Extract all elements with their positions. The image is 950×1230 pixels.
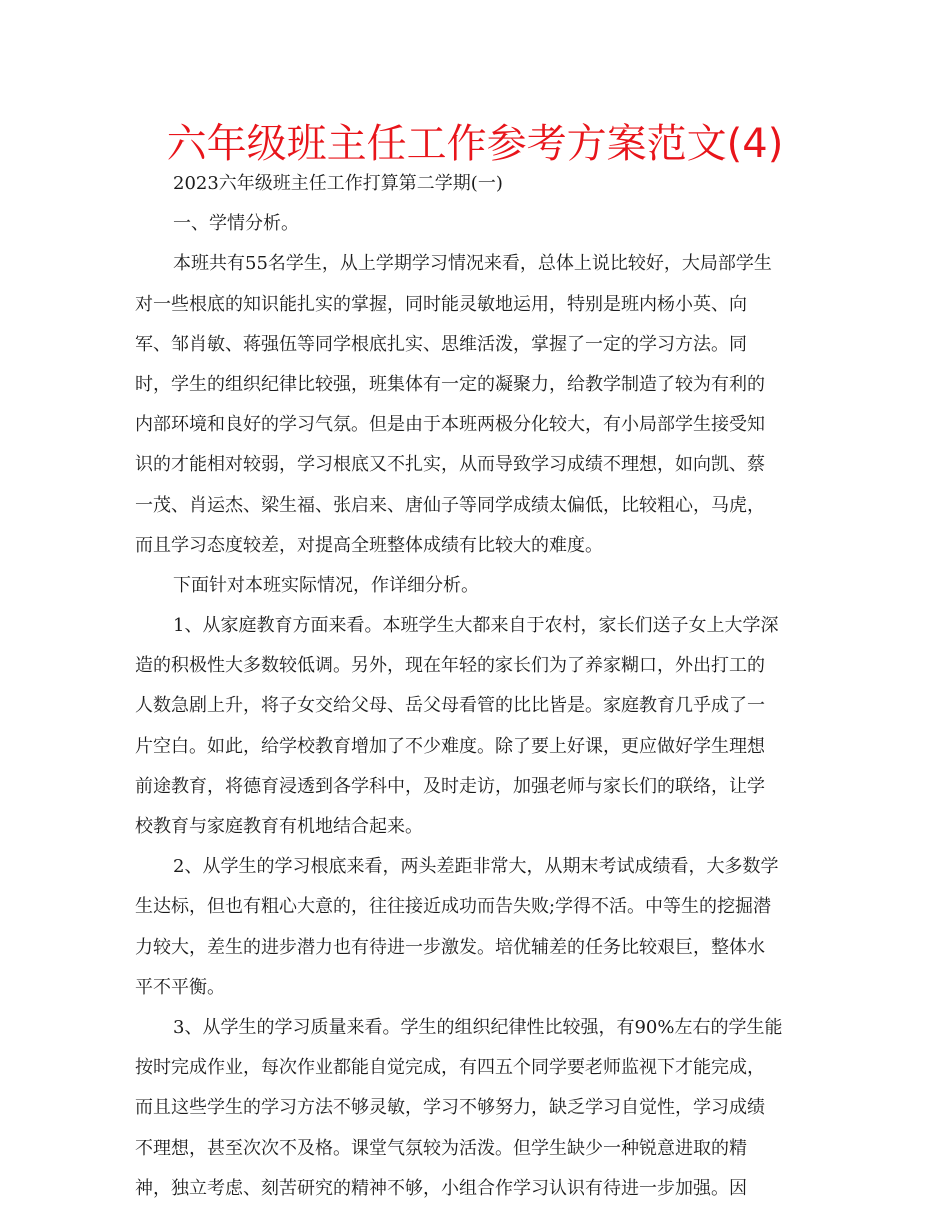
- paragraph: [135, 1012, 815, 1204]
- paragraph-line: 识的才能相对较弱，学习根底又不扎实，从而导致学习成绩不理想，如向凯、蔡: [135, 454, 765, 476]
- paragraph-line: 下面针对本班实际情况，作详细分析。: [173, 574, 479, 596]
- document-title: 六年级班主任工作参考方案范文(4): [166, 121, 784, 167]
- document-subtitle: 2023六年级班主任工作打算第二学期(一): [173, 173, 503, 194]
- paragraph: [135, 570, 815, 610]
- paragraph-line: 平不平衡。: [135, 976, 225, 998]
- paragraph-line: 而且学习态度较差，对提高全班整体成绩有比较大的难度。: [135, 534, 603, 556]
- paragraph-line: 1、从家庭教育方面来看。本班学生大都来自于农村，家长们送子女上大学深: [173, 615, 779, 637]
- section-heading: 一、学情分析。: [173, 213, 299, 235]
- paragraph-line: 前途教育，将德育浸透到各学科中，及时走访，加强老师与家长们的联络，让学: [135, 775, 765, 797]
- paragraph-line: 军、邹肖敏、蒋强伍等同学根底扎实、思维活泼，掌握了一定的学习方法。同: [135, 333, 747, 355]
- paragraph-line: 片空白。如此，给学校教育增加了不少难度。除了要上好课，更应做好学生理想: [135, 735, 765, 757]
- paragraph-line: 按时完成作业，每次作业都能自觉完成，有四五个同学要老师监视下才能完成，: [135, 1057, 765, 1079]
- document-body: [135, 168, 815, 1204]
- paragraph-line: 内部环境和良好的学习气氛。但是由于本班两极分化较大，有小局部学生接受知: [135, 414, 765, 436]
- paragraph-line: 一茂、肖运杰、梁生福、张启来、唐仙子等同学成绩太偏低，比较粗心，马虎，: [135, 494, 765, 516]
- paragraph-line: 生达标，但也有粗心大意的，往往接近成功而告失败;学得不活。中等生的挖掘潜: [135, 896, 772, 918]
- paragraph: [135, 610, 815, 851]
- paragraph-line: 造的积极性大多数较低调。另外，现在年轻的家长们为了养家糊口，外出打工的: [135, 655, 765, 677]
- paragraph: [135, 248, 815, 570]
- paragraph-line: 3、从学生的学习质量来看。学生的组织纪律性比较强，有90%左右的学生能: [173, 1016, 783, 1038]
- paragraph-line: 人数急剧上升，将子女交给父母、岳父母看管的比比皆是。家庭教育几乎成了一: [135, 695, 765, 717]
- paragraph-line: 2、从学生的学习根底来看，两头差距非常大，从期末考试成绩看，大多数学: [173, 856, 779, 878]
- paragraph-line: 不理想，甚至次次不及格。课堂气氛较为活泼。但学生缺少一种锐意进取的精: [135, 1137, 747, 1159]
- paragraph-line: 力较大，差生的进步潜力也有待进一步激发。培优辅差的任务比较艰巨，整体水: [135, 936, 765, 958]
- paragraph-line: 神，独立考虑、刻苦研究的精神不够，小组合作学习认识有待进一步加强。因: [135, 1177, 747, 1199]
- paragraph-line: 校教育与家庭教育有机地结合起来。: [135, 816, 423, 837]
- paragraph-line: 而且这些学生的学习方法不够灵敏，学习不够努力，缺乏学习自觉性，学习成绩: [135, 1097, 765, 1119]
- paragraph-line: 时，学生的组织纪律比较强，班集体有一定的凝聚力，给教学制造了较为有利的: [135, 373, 765, 395]
- paragraph-line: 本班共有55名学生，从上学期学习情况来看，总体上说比较好，大局部学生: [173, 253, 772, 275]
- paragraph: [135, 851, 815, 1012]
- paragraph-line: 对一些根底的知识能扎实的掌握，同时能灵敏地运用，特别是班内杨小英、向: [135, 293, 747, 315]
